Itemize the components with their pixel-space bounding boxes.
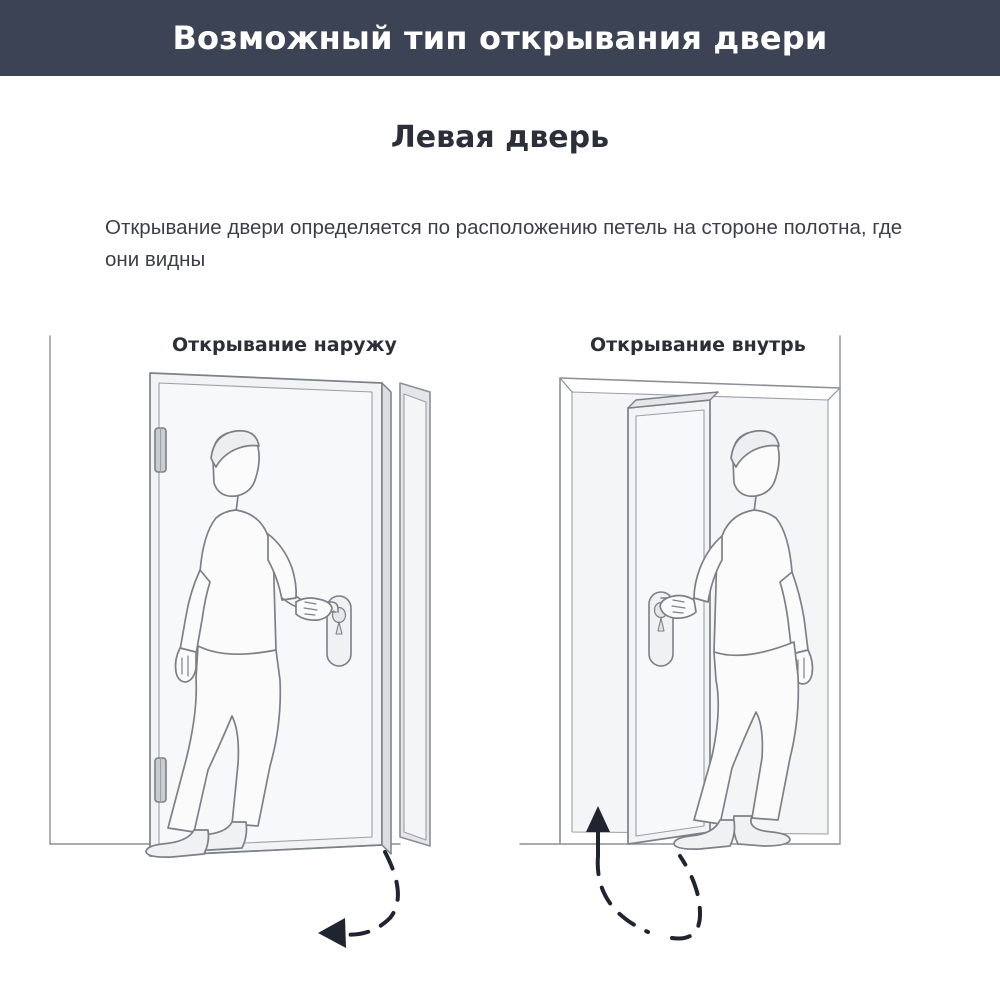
section-subtitle: Левая дверь [390, 120, 610, 155]
page-title: Возможный тип открывания двери [172, 19, 828, 57]
diagram-area [0, 320, 1000, 1000]
left-door-frame [400, 383, 430, 846]
panel-label-inward: Открывание внутрь [590, 334, 806, 356]
header-bar [0, 0, 1000, 76]
description-text: Открывание двери определяется по расположению петель на стороне полотна, где они видны [105, 216, 903, 271]
door-diagram-svg [0, 320, 1000, 1000]
arrow-out-icon [318, 852, 398, 948]
panel-label-outward: Открывание наружу [172, 334, 397, 356]
